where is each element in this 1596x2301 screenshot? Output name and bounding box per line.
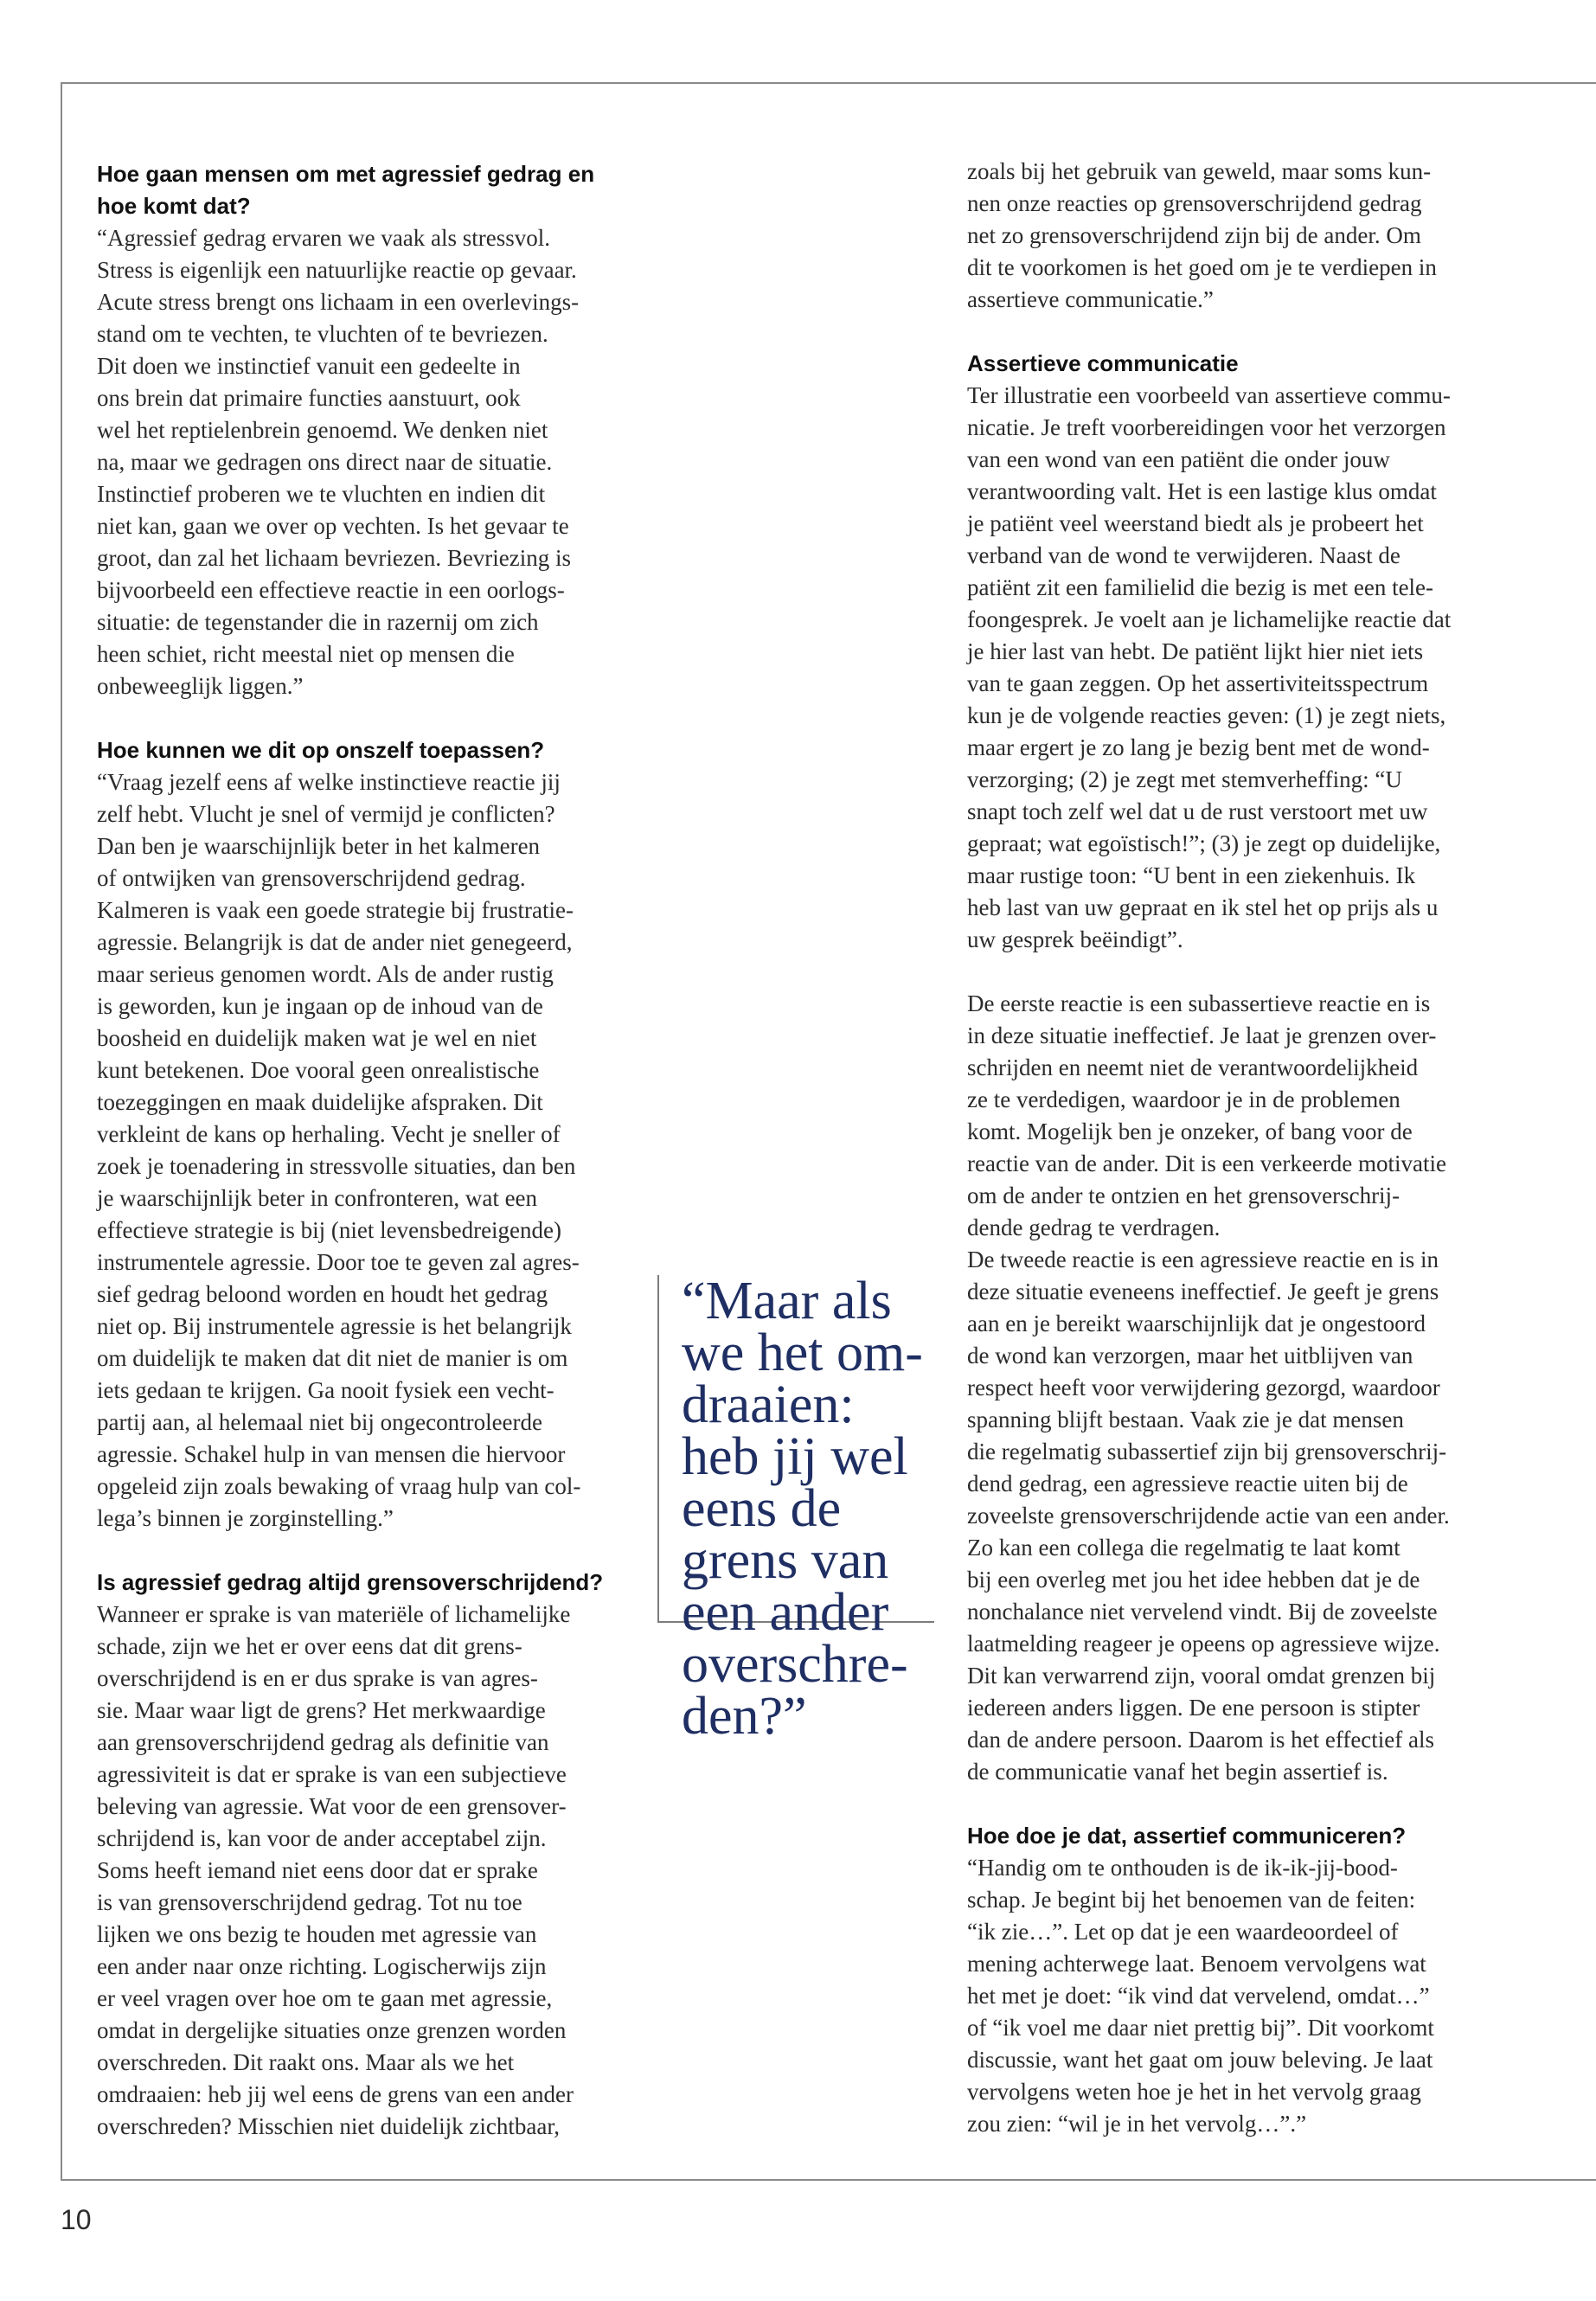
body-text-line: Wanneer er sprake is van materiële of lichamelijke	[97, 1601, 571, 1627]
paragraph-gap	[97, 702, 633, 734]
body-text-line: dit te voorkomen is het goed om je te verdiepen in	[967, 254, 1437, 280]
body-text-line: “ik zie…”. Let op dat je een waardeoordeel of	[967, 1919, 1399, 1945]
body-text-line: er veel vragen over hoe om te gaan met agressie,	[97, 1985, 553, 2011]
body-text-line: om de ander te ontzien en het grensoverschrij-	[967, 1183, 1401, 1208]
body-text-line: je hier last van hebt. De patiënt lijkt hier niet iets	[967, 638, 1424, 664]
body-text-line: reactie van de ander. Dit is een verkeerde motivatie	[967, 1150, 1446, 1176]
body-text-line: partij aan, al helemaal niet bij ongecontroleerde	[97, 1409, 543, 1435]
body-text-line: agressie. Schakel hulp in van mensen die hiervoor	[97, 1441, 566, 1467]
body-text-line: Dit doen we instinctief vanuit een gedeelte in	[97, 353, 521, 379]
body-text-line: sie. Maar waar ligt de grens? Het merkwaardige	[97, 1697, 546, 1723]
body-text-line: na, maar we gedragen ons direct naar de situatie.	[97, 449, 553, 475]
body-text-line: patiënt zit een familielid die bezig is met een tele-	[967, 574, 1434, 600]
body-text-line: kunt betekenen. Doe vooral geen onrealistische	[97, 1057, 540, 1083]
body-text-line: nonchalance niet vervelend vindt. Bij de zoveelste	[967, 1599, 1438, 1625]
body-text-line: is van grensoverschrijdend gedrag. Tot nu toe	[97, 1889, 522, 1915]
body-text-line: heb last van uw gepraat en ik stel het op prijs als u	[967, 894, 1439, 920]
body-text-line: “Agressief gedrag ervaren we vaak als stressvol.	[97, 225, 551, 251]
body-text-line: laatmelding reageer je opeens op agressieve wijze.	[967, 1631, 1440, 1657]
body-text-line: heen schiet, richt meestal niet op mensen die	[97, 641, 515, 667]
body-text-line: effectieve strategie is bij (niet levensbedreigende)	[97, 1217, 562, 1243]
body-text-line: maar rustige toon: “U bent in een ziekenhuis. Ik	[967, 862, 1416, 888]
body-text-line: schap. Je begint bij het benoemen van de feiten:	[967, 1887, 1416, 1913]
pull-quote-text	[682, 1272, 941, 1746]
body-text-line: stand om te vechten, te vluchten of te bevriezen.	[97, 321, 548, 347]
body-text-line: Zo kan een collega die regelmatig te laat komt	[967, 1535, 1401, 1561]
body-text-line: schrijdend is, kan voor de ander acceptabel zijn.	[97, 1825, 547, 1851]
body-text-line: niet kan, gaan we over op vechten. Is het gevaar te	[97, 513, 569, 539]
body-text-line: net zo grensoverschrijdend zijn bij de ander. Om	[967, 222, 1421, 248]
body-text-line: zoek je toenadering in stressvolle situaties, dan ben	[97, 1153, 576, 1179]
body-text-line: om duidelijk te maken dat dit niet de manier is om	[97, 1345, 568, 1371]
body-text-line: assertieve communicatie.”	[967, 286, 1214, 312]
pull-quote-line: eens de	[682, 1479, 842, 1538]
body-text-line: snapt toch zelf wel dat u de rust verstoort met uw	[967, 798, 1428, 824]
body-text-line: verband van de wond te verwijderen. Naast de	[967, 542, 1401, 568]
body-text-line: kun je de volgende reacties geven: (1) je zegt niets,	[967, 702, 1446, 728]
body-text-line: nicatie. Je treft voorbereidingen voor het verzorgen	[967, 414, 1446, 440]
section-heading: Hoe kunnen we dit op onszelf toepassen?	[97, 737, 545, 763]
pull-quote-line: een ander	[682, 1583, 889, 1642]
body-text-line: instrumentele agressie. Door toe te geven zal agres-	[97, 1249, 580, 1275]
body-text-line: lijken we ons bezig te houden met agressie van	[97, 1921, 537, 1947]
page-number: 10	[61, 2204, 92, 2235]
body-text-line: schrijden en neemt niet de verantwoordelijkheid	[967, 1054, 1419, 1080]
body-text-line: Dan ben je waarschijnlijk beter in het kalmeren	[97, 833, 541, 859]
paragraph-gap	[967, 316, 1512, 348]
body-text-line: Acute stress brengt ons lichaam in een overlevings-	[97, 289, 580, 315]
body-text-line: groot, dan zal het lichaam bevriezen. Bevriezing is	[97, 545, 572, 571]
body-text-line: “Vraag jezelf eens af welke instinctieve reactie jij	[97, 769, 561, 795]
body-text-line: die regelmatig subassertief zijn bij grensoverschrij-	[967, 1439, 1447, 1465]
body-text-line: aan en je bereikt waarschijnlijk dat je ongestoord	[967, 1311, 1426, 1336]
section-heading: Is agressief gedrag altijd grensoverschrijdend?	[97, 1569, 604, 1595]
left-column	[97, 158, 633, 2143]
body-text-line: overschreden. Dit raakt ons. Maar als we het	[97, 2049, 515, 2075]
body-text-line: ze te verdedigen, waardoor je in de problemen	[967, 1086, 1401, 1112]
right-column	[967, 156, 1512, 2140]
body-text-line: je waarschijnlijk beter in confronteren, wat een	[97, 1185, 538, 1211]
body-text-line: “Handig om te onthouden is de ik-ik-jij-bood-	[967, 1855, 1398, 1881]
body-text-line: uw gesprek beëindigt”.	[967, 926, 1183, 952]
body-text-line: ons brein dat primaire functies aanstuurt, ook	[97, 385, 521, 411]
body-text-line: situatie: de tegenstander die in razernij om zich	[97, 609, 539, 635]
section-heading: Assertieve communicatie	[967, 350, 1239, 376]
body-text-line: opgeleid zijn zoals bewaking of vraag hulp van col-	[97, 1473, 581, 1499]
body-text-line: De tweede reactie is een agressieve reactie en is in	[967, 1247, 1439, 1272]
body-text-line: onbeweeglijk liggen.”	[97, 673, 304, 699]
section-heading: hoe komt dat?	[97, 193, 251, 219]
body-text-line: maar ergert je zo lang je bezig bent met de wond-	[967, 734, 1430, 760]
body-text-line: of ontwijken van grensoverschrijdend gedrag.	[97, 865, 526, 891]
body-text-line: zelf hebt. Vlucht je snel of vermijd je conflicten?	[97, 801, 555, 827]
body-text-line: aan grensoverschrijdend gedrag als definitie van	[97, 1729, 549, 1755]
frame-bottom-rule	[61, 2179, 1596, 2181]
body-text-line: dende gedrag te verdragen.	[967, 1215, 1221, 1240]
body-text-line: verkleint de kans op herhaling. Vecht je sneller of	[97, 1121, 561, 1147]
body-text-line: boosheid en duidelijk maken wat je wel en niet	[97, 1025, 537, 1051]
body-text-line: overschreden? Misschien niet duidelijk zichtbaar,	[97, 2113, 560, 2139]
body-text-line: sief gedrag beloond worden en houdt het gedrag	[97, 1281, 548, 1307]
pull-quote-line: heb jij wel	[682, 1427, 908, 1486]
body-text-line: agressie. Belangrijk is dat de ander niet genegeerd,	[97, 929, 573, 955]
frame-top-rule	[61, 82, 1596, 84]
paragraph-gap	[967, 956, 1512, 988]
body-text-line: agressiviteit is dat er sprake is van een subjectieve	[97, 1761, 567, 1787]
body-text-line: is geworden, kun je ingaan op de inhoud van de	[97, 993, 543, 1019]
body-text-line: gepraat; wat egoïstisch!”; (3) je zegt op duidelijke,	[967, 830, 1441, 856]
body-text-line: mening achterwege laat. Benoem vervolgens wat	[967, 1951, 1426, 1977]
body-text-line: Kalmeren is vaak een goede strategie bij frustratie-	[97, 897, 574, 923]
body-text-line: een ander naar onze richting. Logischerwijs zijn	[97, 1953, 547, 1979]
body-text-line: bij een overleg met jou het idee hebben dat je de	[967, 1567, 1420, 1593]
body-text-line: zoveelste grensoverschrijdende actie van een ander.	[967, 1503, 1450, 1529]
pull-quote-line: draaien:	[682, 1375, 855, 1434]
body-text-line: het met je doet: “ik vind dat vervelend, omdat…”	[967, 1983, 1430, 2009]
body-text-line: dend gedrag, een agressieve reactie uiten bij de	[967, 1471, 1408, 1497]
section-heading: Hoe gaan mensen om met agressief gedrag en	[97, 161, 595, 187]
body-text-line: vervolgens weten hoe je het in het vervolg graag	[967, 2079, 1421, 2105]
body-text-line: zou zien: “wil je in het vervolg…”.”	[967, 2111, 1307, 2137]
body-text-line: niet op. Bij instrumentele agressie is het belangrijk	[97, 1313, 572, 1339]
body-text-line: iets gedaan te krijgen. Ga nooit fysiek een vecht-	[97, 1377, 554, 1403]
pull-quote-line: “Maar als	[682, 1272, 892, 1330]
body-text-line: wel het reptielenbrein genoemd. We denken niet	[97, 417, 548, 443]
section-heading: Hoe doe je dat, assertief communiceren?	[967, 1823, 1407, 1849]
paragraph-gap	[967, 1788, 1512, 1820]
pull-quote-line: overschre-	[682, 1635, 908, 1694]
body-text-line: Soms heeft iemand niet eens door dat er sprake	[97, 1857, 538, 1883]
body-text-line: omdat in dergelijke situaties onze grenzen worden	[97, 2017, 567, 2043]
body-text-line: zoals bij het gebruik van geweld, maar soms kun-	[967, 158, 1432, 184]
body-text-line: verzorging; (2) je zegt met stemverheffing: “U	[967, 766, 1402, 792]
body-text-line: respect heeft voor verwijdering gezorgd, waardoor	[967, 1375, 1440, 1400]
body-text-line: spanning blijft bestaan. Vaak zie je dat mensen	[967, 1407, 1404, 1433]
pull-quote-line: grens van	[682, 1531, 889, 1590]
pull-quote-line: den?”	[682, 1687, 807, 1746]
pull-quote-line: we het om-	[682, 1324, 923, 1382]
body-text-line: je patiënt veel weerstand biedt als je probeert het	[967, 510, 1424, 536]
body-text-line: iedereen anders liggen. De ene persoon is stipter	[967, 1695, 1420, 1721]
body-text-line: schade, zijn we het er over eens dat dit grens-	[97, 1633, 522, 1659]
body-text-line: de communicatie vanaf het begin assertief is.	[967, 1759, 1388, 1785]
body-text-line: deze situatie eveneens ineffectief. Je geeft je grens	[967, 1279, 1439, 1304]
body-text-line: overschrijdend is en er dus sprake is van agres-	[97, 1665, 538, 1691]
body-text-line: van een wond van een patiënt die onder jouw	[967, 446, 1390, 472]
body-text-line: Ter illustratie een voorbeeld van assertieve commu-	[967, 382, 1451, 408]
body-text-line: in deze situatie ineffectief. Je laat je grenzen over-	[967, 1022, 1437, 1048]
body-text-line: Stress is eigenlijk een natuurlijke reactie op gevaar.	[97, 257, 577, 283]
paragraph-gap	[97, 1535, 633, 1567]
pull-quote	[657, 1272, 934, 1746]
body-text-line: van te gaan zeggen. Op het assertiviteitsspectrum	[967, 670, 1429, 696]
body-text-line: verantwoording valt. Het is een lastige klus omdat	[967, 478, 1437, 504]
body-text-line: Dit kan verwarrend zijn, vooral omdat grenzen bij	[967, 1663, 1436, 1689]
body-text-line: nen onze reacties op grensoverschrijdend gedrag	[967, 190, 1422, 216]
body-text-line: De eerste reactie is een subassertieve reactie en is	[967, 990, 1431, 1016]
body-text-line: omdraaien: heb jij wel eens de grens van een ander	[97, 2081, 574, 2107]
frame-left-rule	[61, 82, 62, 2179]
body-text-line: dan de andere persoon. Daarom is het effectief als	[967, 1727, 1435, 1753]
body-text-line: toezeggingen en maak duidelijke afspraken. Dit	[97, 1089, 543, 1115]
body-text-line: discussie, want het gaat om jouw beleving. Je laat	[967, 2047, 1433, 2073]
body-text-line: beleving van agressie. Wat voor de een grensover-	[97, 1793, 567, 1819]
body-text-line: maar serieus genomen wordt. Als de ander rustig	[97, 961, 554, 987]
body-text-line: Instinctief proberen we te vluchten en indien dit	[97, 481, 546, 507]
body-text-line: bijvoorbeeld een effectieve reactie in een oorlogs-	[97, 577, 565, 603]
body-text-line: lega’s binnen je zorginstelling.”	[97, 1505, 394, 1531]
body-text-line: of “ik voel me daar niet prettig bij”. Dit voorkomt	[967, 2015, 1434, 2041]
body-text-line: komt. Mogelijk ben je onzeker, of bang voor de	[967, 1118, 1413, 1144]
body-text-line: de wond kan verzorgen, maar het uitblijven van	[967, 1343, 1413, 1368]
body-text-line: foongesprek. Je voelt aan je lichamelijke reactie dat	[967, 606, 1452, 632]
